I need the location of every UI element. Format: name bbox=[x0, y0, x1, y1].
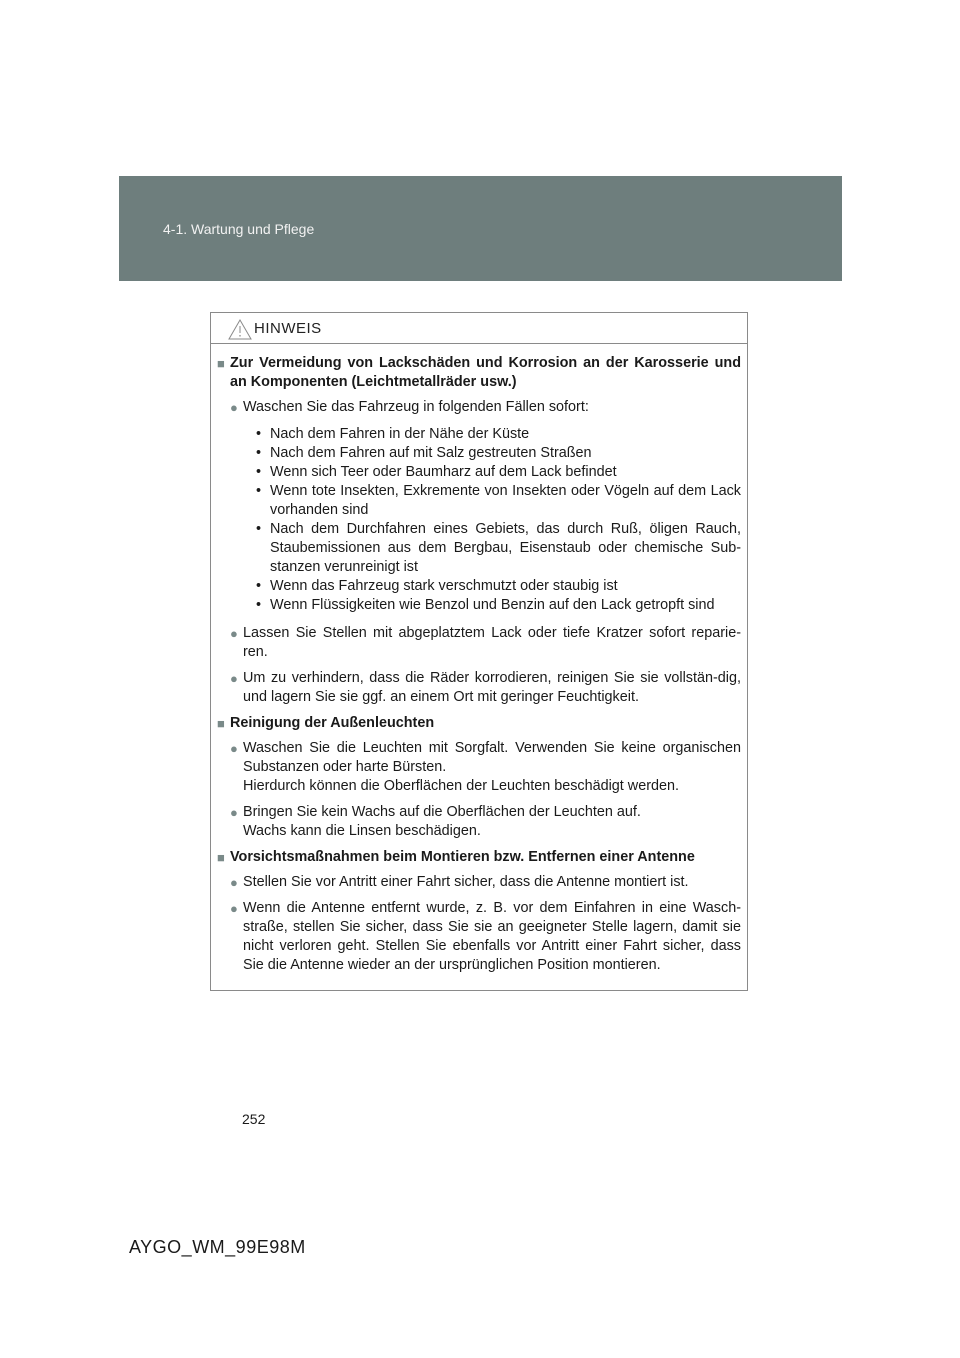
bullet-item bbox=[230, 899, 741, 975]
sub-list-text: Nach dem Fahren auf mit Salz gestreuten Straßen bbox=[270, 445, 592, 461]
sub-list-text: Nach dem Fahren in der Nähe der Küste bbox=[270, 426, 530, 442]
bullet-item bbox=[230, 873, 741, 892]
bullet-text bbox=[243, 624, 741, 662]
document-code: AYGO_WM_99E98M bbox=[129, 1237, 306, 1257]
square-bullet-icon: ■ bbox=[217, 850, 225, 865]
bullet-text bbox=[243, 899, 741, 975]
circle-bullet-icon: ● bbox=[230, 901, 238, 916]
small-bullet-icon: • bbox=[256, 426, 262, 442]
bullet-line: Um zu verhindern, dass die Räder korrodieren, reinigen Sie sie vollstän-dig, und lagern Sie sie ggf. an einem Ort mit geringer Feuchtigkeit. bbox=[243, 670, 741, 705]
notice-section bbox=[217, 848, 741, 975]
section-heading bbox=[217, 354, 741, 392]
sub-list-item bbox=[256, 482, 741, 520]
bullet-item bbox=[230, 803, 741, 841]
sub-list-text: Wenn das Fahrzeug stark verschmutzt oder staubig ist bbox=[270, 578, 618, 594]
bullet-text bbox=[243, 398, 741, 617]
circle-bullet-icon: ● bbox=[230, 626, 238, 641]
notice-box bbox=[210, 312, 748, 991]
bullet-line: Hierdurch können die Oberflächen der Leuchten beschädigt werden. bbox=[243, 778, 679, 794]
circle-bullet-icon: ● bbox=[230, 875, 238, 890]
bullet-item bbox=[230, 624, 741, 662]
section-heading-text: Reinigung der Außenleuchten bbox=[230, 715, 435, 731]
sub-list-item bbox=[256, 577, 741, 596]
square-bullet-icon: ■ bbox=[217, 356, 225, 371]
bullet-text bbox=[243, 739, 741, 796]
section-heading-text: Zur Vermeidung von Lackschäden und Korrosion an der Karosserie und an Komponenten (Leichtmetallräder usw.) bbox=[230, 355, 741, 390]
circle-bullet-icon: ● bbox=[230, 400, 238, 415]
notice-title: HINWEIS bbox=[254, 320, 322, 337]
small-bullet-icon: • bbox=[256, 521, 262, 537]
bullet-item bbox=[230, 669, 741, 707]
small-bullet-icon: • bbox=[256, 578, 262, 594]
small-bullet-icon: • bbox=[256, 483, 262, 499]
bullet-line: Waschen Sie das Fahrzeug in folgenden Fällen sofort: bbox=[243, 399, 589, 415]
section-title: 4-1. Wartung und Pflege bbox=[163, 221, 315, 237]
bullet-line: Wenn die Antenne entfernt wurde, z. B. vor dem Einfahren in eine Wasch-straße, stellen Sie sicher, dass Sie sie an geeigneter Stelle lagern, damit sie nicht verloren geht. Stellen Sie ebenfalls vor Antritt einer Fahrt sicher, dass Sie die Antenne wieder an der ursprünglichen Position montieren. bbox=[243, 900, 741, 973]
sub-list-item bbox=[256, 444, 741, 463]
sub-list-item bbox=[256, 596, 741, 615]
sub-list bbox=[243, 425, 741, 615]
bullet-text bbox=[243, 803, 741, 841]
small-bullet-icon: • bbox=[256, 445, 262, 461]
bullet-text bbox=[243, 873, 741, 892]
bullet-text bbox=[243, 669, 741, 707]
sub-list-text: Wenn Flüssigkeiten wie Benzol und Benzin auf den Lack getropft sind bbox=[270, 597, 715, 613]
section-heading bbox=[217, 714, 741, 733]
small-bullet-icon: • bbox=[256, 597, 262, 613]
notice-body bbox=[211, 344, 747, 975]
bullet-item bbox=[230, 398, 741, 617]
section-heading-text: Vorsichtsmaßnahmen beim Montieren bzw. Entfernen einer Antenne bbox=[230, 849, 695, 865]
sub-list-text: Wenn tote Insekten, Exkremente von Insekten oder Vögeln auf dem Lack vorhanden sind bbox=[270, 483, 741, 518]
square-bullet-icon: ■ bbox=[217, 716, 225, 731]
bullet-line: Wachs kann die Linsen beschädigen. bbox=[243, 823, 481, 839]
bullet-line: Bringen Sie kein Wachs auf die Oberflächen der Leuchten auf. bbox=[243, 804, 641, 820]
sub-list-item bbox=[256, 425, 741, 444]
sub-list-item bbox=[256, 520, 741, 577]
page-number: 252 bbox=[242, 1111, 266, 1127]
notice-section bbox=[217, 354, 741, 707]
bullet-line: Stellen Sie vor Antritt einer Fahrt sicher, dass die Antenne montiert ist. bbox=[243, 874, 689, 890]
circle-bullet-icon: ● bbox=[230, 741, 238, 756]
warning-triangle-icon bbox=[228, 319, 252, 340]
bullet-item bbox=[230, 739, 741, 796]
notice-header bbox=[211, 313, 747, 344]
circle-bullet-icon: ● bbox=[230, 671, 238, 686]
small-bullet-icon: • bbox=[256, 464, 262, 480]
sub-list-text: Wenn sich Teer oder Baumharz auf dem Lack befindet bbox=[270, 464, 617, 480]
bullet-line: Waschen Sie die Leuchten mit Sorgfalt. Verwenden Sie keine organischen Substanzen oder harte Bürsten. bbox=[243, 740, 741, 775]
circle-bullet-icon: ● bbox=[230, 805, 238, 820]
notice-section bbox=[217, 714, 741, 841]
bullet-line: Lassen Sie Stellen mit abgeplatztem Lack oder tiefe Kratzer sofort reparie-ren. bbox=[243, 625, 741, 660]
sub-list-text: Nach dem Durchfahren eines Gebiets, das durch Ruß, öligen Rauch, Staubemissionen aus dem Bergbau, Eisenstaub oder chemische Sub-stanzen verunreinigt ist bbox=[270, 521, 741, 575]
sub-list-item bbox=[256, 463, 741, 482]
section-heading bbox=[217, 848, 741, 867]
